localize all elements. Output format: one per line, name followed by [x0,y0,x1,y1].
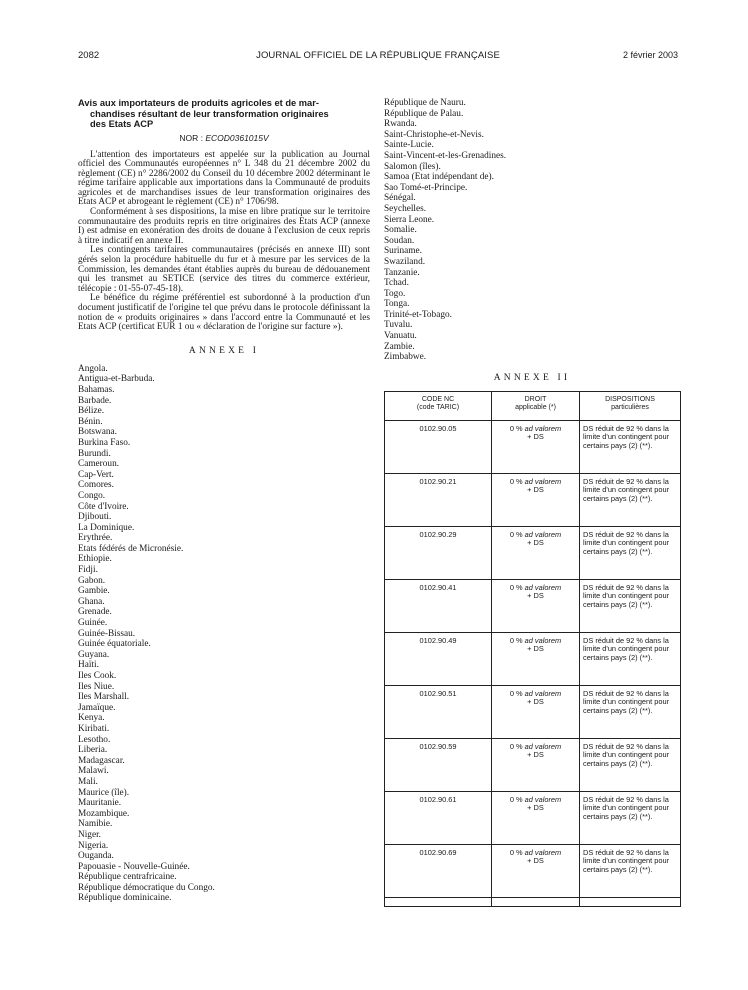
country-item: Trinité-et-Tobago. [384,309,452,320]
country-item: Etats fédérés de Micronésie. [78,543,184,554]
country-item: Malawi. [78,766,109,777]
country-item: Madagascar. [78,755,125,766]
right-column [384,98,680,907]
country-item: Ouganda. [78,851,114,862]
country-item: Soudan. [384,235,415,246]
page-number: 2082 [78,50,100,61]
cell-code: 0102.90.41 [385,579,492,632]
header-code: CODE NC (code TARIC) [385,391,492,420]
country-item: Maurice (île). [78,787,130,798]
country-item: Iles Cook. [78,671,117,681]
country-item: Sao Tomé-et-Principe. [384,182,468,193]
country-item: Mozambique. [78,808,130,819]
country-item: Papouasie - Nouvelle-Guinée. [78,861,190,872]
cell-code: 0102.90.59 [385,738,492,791]
cell-droit: 0 % ad valorem + DS [492,473,580,526]
country-item: Sainte-Lucie. [384,140,434,151]
table-row [385,791,681,844]
cell-droit: 0 % ad valorem + DS [492,420,580,473]
table-row [385,738,681,791]
notice-title-line: Avis aux importateurs de produits agricoles et de mar- [78,98,319,108]
cell-code: 0102.90.61 [385,791,492,844]
table-header-row [385,391,681,420]
country-item: Salomon (îles). [384,161,441,172]
country-item: Iles Niue. [78,681,115,692]
cell-droit: 0 % ad valorem + DS [492,526,580,579]
country-list-right [384,98,680,363]
notice-paragraph: L'attention des importateurs est appelée sur la publication au Journal officiel des Communautés européennes n° L 348 du 21 décembre 2002 du règlement (CE) n° 2286/2002 du Conseil du 10 décembre 2002 déterminant le régime tarifaire applicable aux importations dans la Communauté de produits agricoles et de marchandises issues de leur transformation originaires des Etats ACP et abrogeant le règlement (CE) n° 1706/98. [78,149,370,208]
country-item: Tuvalu. [384,320,413,331]
country-item: Sierra Leone. [384,214,435,225]
notice-paragraph: Les contingents tarifaires communautaires (précisés en annexe III) sont gérés selon la procédure habituelle du fur et à mesure par les services de la Commission, les demandes étant établies auprès du bureau de dédouanement qui les transmet au SETICE (service des titres du commerce extérieur, télécopie : 01-55-07-45-18). [78,245,370,294]
country-item: Ghana. [78,596,105,607]
country-list-left [78,364,370,904]
country-item: Zambie. [384,341,415,352]
publication-date: 2 février 2003 [622,50,678,60]
cell-dispositions: DS réduit de 92 % dans la limite d'un contingent pour certains pays (2) (**). [580,632,681,685]
country-item: Côte d'Ivoire. [78,501,129,512]
country-item: Haïti. [78,660,99,671]
page-header [78,50,678,64]
notice-body [78,151,370,333]
country-item: Suriname. [384,246,422,257]
cell-code: 0102.90.21 [385,473,492,526]
country-item: Namibie. [78,819,113,830]
country-item: Cap-Vert. [78,469,114,480]
country-item: Guyana. [78,649,110,660]
country-item: Guinée. [78,618,108,629]
country-item: Fidji. [78,565,98,576]
country-item: Burundi. [78,448,111,459]
table-row [385,897,681,906]
table-row [385,420,681,473]
country-item: Kiribati. [78,723,110,734]
country-item: Tonga. [384,299,410,310]
table-row [385,632,681,685]
nor-label: NOR : [179,132,203,143]
country-item: Comores. [78,480,114,491]
cell-droit: 0 % ad valorem + DS [492,844,580,897]
notice-title [78,98,370,130]
cell-dispositions: DS réduit de 92 % dans la limite d'un contingent pour certains pays (2) (**). [580,844,681,897]
country-item: Nigeria. [78,840,109,851]
cell-dispositions: DS réduit de 92 % dans la limite d'un contingent pour certains pays (2) (**). [580,473,681,526]
country-item: Swaziland. [384,256,426,267]
country-item: Somalie. [384,225,417,236]
country-item: Guinée équatoriale. [78,639,151,650]
country-item: Burkina Faso. [78,437,131,448]
country-item: Bahamas. [78,384,115,395]
country-item: La Dominique. [78,522,135,533]
cell-code: 0102.90.49 [385,632,492,685]
country-item: Jamaïque. [78,702,116,713]
tariff-table [384,391,681,907]
table-row [385,473,681,526]
country-item: Togo. [384,288,406,299]
country-item: Erythrée. [78,533,113,544]
country-item: Niger. [78,829,101,840]
country-item: Mauritanie. [78,798,122,809]
cell-code: 0102.90.69 [385,844,492,897]
cell-code: 0102.90.29 [385,526,492,579]
cell-droit: 0 % ad valorem + DS [492,579,580,632]
notice-title-line: des Etats ACP [90,119,154,129]
country-item: Kenya. [78,713,105,724]
country-item: Angola. [78,363,108,374]
notice-title-line: chandises résultant de leur transformation originaires [90,108,329,119]
country-item: Guinée-Bissau. [78,628,136,639]
notice-paragraph: Le bénéfice du régime préférentiel est subordonné à la production d'un document justificatif de l'origine tel que prévu dans le protocole définissant la notion de « produits originaires » dans l'accord entre la Communauté et les Etats ACP (certificat EUR 1 ou « déclaration de l'origine sur facture »). [78,293,370,333]
header-droit: DROIT applicable (*) [492,391,580,420]
country-item: Rwanda. [384,119,417,130]
nor-code: ECOD0361015V [205,132,269,143]
country-item: Ethiopie. [78,554,112,565]
table-row [385,685,681,738]
table-row [385,579,681,632]
table-row [385,526,681,579]
nor-reference [78,133,370,143]
country-item: République dominicaine. [78,893,172,904]
annexe-1-title: ANNEXE I [188,345,260,356]
cell-droit: 0 % ad valorem + DS [492,632,580,685]
country-item: Iles Marshall. [78,692,130,703]
country-item: Seychelles. [384,203,427,214]
journal-title: JOURNAL OFFICIEL DE LA RÉPUBLIQUE FRANÇAISE [256,50,500,61]
country-item: Congo. [78,490,106,501]
notice-paragraph: Conformément à ses dispositions, la mise en libre pratique sur le territoire communautaire des produits repris en titre originaires des Etats ACP (annexe I) est admise en exonération des droits de douane à l'exclusion de ceux repris à titre indicatif en annexe II. [78,207,370,246]
country-item: Bénin. [78,416,103,427]
country-item: Vanuatu. [384,331,417,342]
header-dispositions: DISPOSITIONS particulières [580,391,681,420]
country-item: Saint-Vincent-et-les-Grenadines. [384,150,507,161]
country-item: République centrafricaine. [78,872,177,883]
cell-dispositions: DS réduit de 92 % dans la limite d'un contingent pour certains pays (2) (**). [580,738,681,791]
country-item: Zimbabwe. [384,352,427,363]
cell-code: 0102.90.51 [385,685,492,738]
country-item: Cameroun. [78,459,120,470]
left-column [78,98,370,904]
country-item: Tchad. [384,278,409,289]
cell-droit: 0 % ad valorem + DS [492,685,580,738]
country-item: Mali. [78,776,98,787]
country-item: Gabon. [78,575,106,586]
country-item: Barbade. [78,395,112,406]
cell-dispositions: DS réduit de 92 % dans la limite d'un contingent pour certains pays (2) (**). [580,791,681,844]
annexe-2-title: ANNEXE II [493,372,571,383]
cell-dispositions: DS réduit de 92 % dans la limite d'un contingent pour certains pays (2) (**). [580,579,681,632]
country-item: Antigua-et-Barbuda. [78,374,155,385]
country-item: République démocratique du Congo. [78,882,215,893]
cell-dispositions: DS réduit de 92 % dans la limite d'un contingent pour certains pays (2) (**). [580,420,681,473]
country-item: Botswana. [78,427,117,438]
country-item: Samoa (Etat indépendant de). [384,172,494,183]
cell-droit: 0 % ad valorem + DS [492,738,580,791]
country-item: Liberia. [78,745,108,756]
cell-code: 0102.90.05 [385,420,492,473]
cell-dispositions: DS réduit de 92 % dans la limite d'un contingent pour certains pays (2) (**). [580,526,681,579]
country-item: République de Nauru. [384,98,466,108]
country-item: Tanzanie. [384,267,420,278]
country-item: Djibouti. [78,512,112,523]
country-item: Sénégal. [384,193,416,204]
country-item: Bélize. [78,406,105,417]
table-row [385,844,681,897]
country-item: Lesotho. [78,734,111,745]
country-item: République de Palau. [384,108,464,119]
cell-dispositions: DS réduit de 92 % dans la limite d'un contingent pour certains pays (2) (**). [580,685,681,738]
country-item: Grenade. [78,607,112,618]
country-item: Gambie. [78,586,110,597]
country-item: Saint-Christophe-et-Nevis. [384,129,484,140]
cell-droit: 0 % ad valorem + DS [492,791,580,844]
